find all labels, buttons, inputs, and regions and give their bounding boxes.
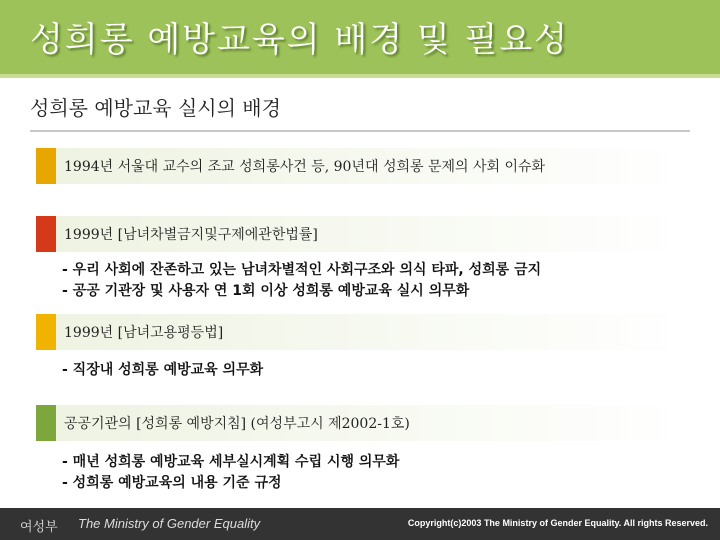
section-accent [36,405,56,441]
section-accent [36,314,56,350]
bullet-item: - 우리 사회에 잔존하고 있는 남녀차별적인 사회구조와 의식 타파, 성희롱 금지 [62,262,542,278]
section-accent [36,216,56,252]
section-bar-1999-law [36,216,684,252]
section-accent [36,148,56,184]
section-subtitle: 성희롱 예방교육 실시의 배경 [30,96,281,120]
title-banner [0,0,720,78]
page-title: 성희롱 예방교육의 배경 및 필요성 [30,20,570,60]
section-label: 1999년 [남녀고용평등법] [64,325,224,341]
bullet-item: - 성희롱 예방교육의 내용 기준 규정 [62,475,282,491]
section-label: 공공기관의 [성희롱 예방지침] (여성부고시 제2002-1호) [64,416,410,432]
section-label: 1994년 서울대 교수의 조교 성희롱사건 등, 90년대 성희롱 문제의 사회 이슈화 [64,159,546,175]
bullet-item: - 매년 성희롱 예방교육 세부실시계획 수립 시행 의무화 [62,454,400,470]
section-bar-guideline [36,405,684,441]
ministry-name-ko: 여성부 [20,520,58,535]
section-label: 1999년 [남녀차별금지및구제에관한법률] [64,227,318,243]
ministry-name-en: The Ministry of Gender Equality [78,516,261,531]
title-divider [0,74,720,78]
bullet-list-law [62,260,541,302]
bullet-list-employment [62,360,263,381]
bullet-list-guideline [62,452,399,494]
subtitle-divider [30,130,690,132]
section-bar-1994 [36,148,684,184]
bullet-item: - 직장내 성희롱 예방교육 의무화 [62,362,264,378]
bullet-item: - 공공 기관장 및 사용자 연 1회 이상 성희롱 예방교육 실시 의무화 [62,283,470,299]
footer-bar [0,508,720,540]
copyright-notice: Copyright(c)2003 The Ministry of Gender Equality. All rights Reserved. [407,518,708,528]
section-bar-1999-employment [36,314,684,350]
